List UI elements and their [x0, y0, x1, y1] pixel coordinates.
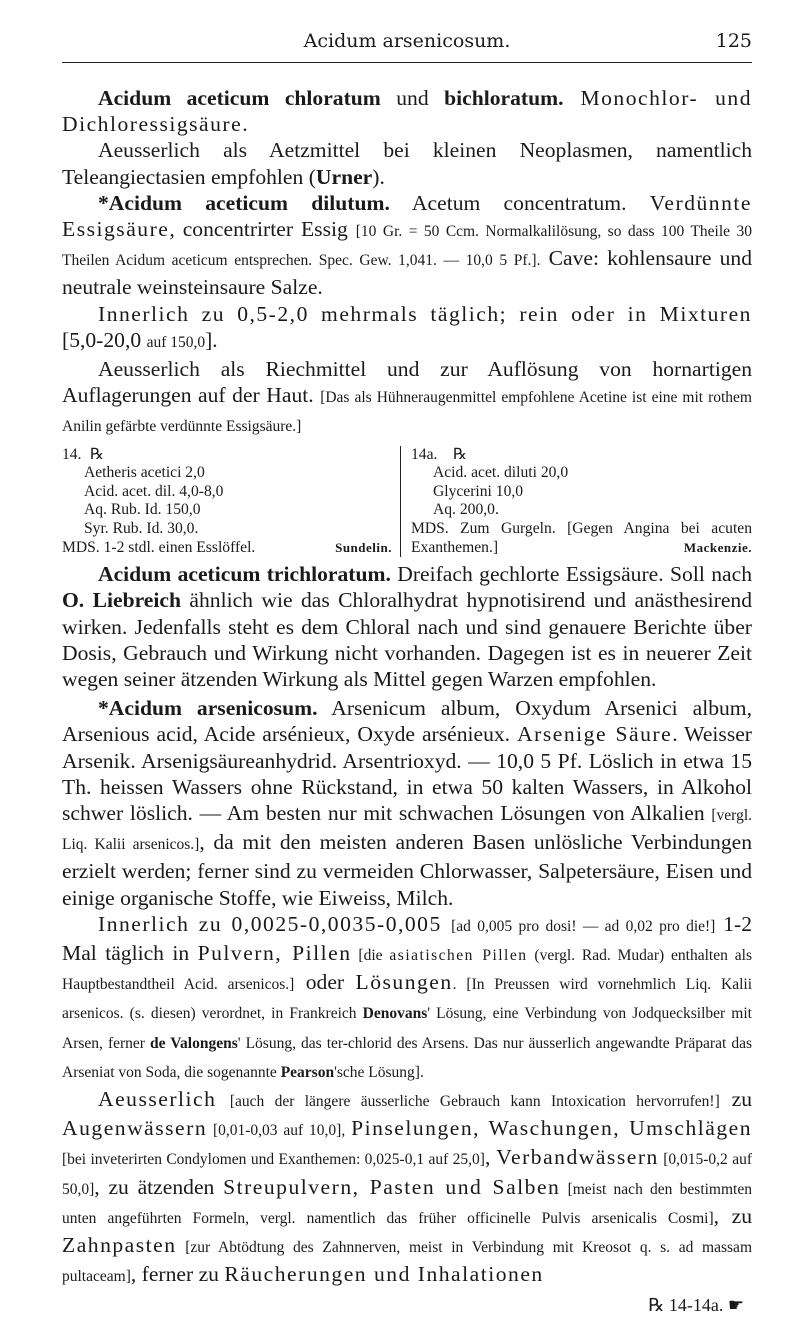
text: Cave: kohlensaure und neutrale weinsteinsaure Salze. [62, 246, 752, 300]
text: ]. [205, 327, 218, 352]
spaced-term: asiatischen Pillen [389, 947, 528, 965]
author-name: de Valongens [149, 1034, 238, 1052]
ingredient: Glycerini 10,0 [433, 482, 524, 500]
bracket-note: (vergl. Rad. Mudar) enthalten als Hauptbestandtheil Acid. arsenicos.] [62, 947, 752, 994]
text: Acetum concentratum. [389, 190, 650, 215]
ingredient: Acid. acet. diluti 20,0 [433, 464, 569, 482]
text: , zu [713, 1203, 752, 1228]
entry-arsenicosum [62, 695, 752, 911]
text: , ferner zu [130, 1262, 225, 1287]
spaced-term: Lösungen [355, 970, 453, 995]
recipe-author: Mackenzie. [683, 539, 752, 555]
recipe-symbol: ℞ [90, 445, 104, 463]
paragraph-external-use [62, 137, 752, 189]
author-name: O. Liebreich [62, 588, 181, 613]
bracket-note: [0,015-0,2 auf 50,0] [62, 1151, 752, 1198]
bracket-note: . [In Preussen wird vornehmlich Liq. Kalii arsenicos. (s. diesen) verordnet, in Frankreich [62, 976, 753, 1023]
recipe-14 [62, 446, 401, 558]
entry-heading: *Acidum aceticum dilutum. [98, 190, 390, 215]
running-title: Acidum arsenicosum. [303, 30, 511, 52]
bracket-note: ' Lösung, eine Verbindung von Jodquecksilber mit Arsen, ferner [62, 1005, 752, 1052]
text: , zu ätzenden [94, 1174, 224, 1199]
recipe-symbol: ℞ [453, 445, 467, 463]
continuation-reference: ℞ 14-14a. ☛ [648, 1295, 744, 1316]
text: Dreifach gechlorte Essigsäure. Soll nach [390, 562, 752, 587]
spaced-term: Pinselungen, Waschungen, Umschlägen [351, 1116, 753, 1141]
entry-heading: *Acidum arsenicosum. [98, 696, 318, 721]
page-number: 125 [715, 30, 752, 52]
spaced-term: Räucherungen und Inhalationen [224, 1262, 544, 1287]
text: oder [294, 970, 356, 995]
text: Aeusserlich als Aetzmittel bei kleinen Neoplasmen, namentlich Teleangiectasien empfohlen ( [62, 138, 752, 189]
bracket-note: ' Lösung, das ter-chlorid des Arsens. Das nur äusserlich angewandte Präparat das Arseniat von Soda, die sogenannte [62, 1034, 752, 1081]
text: , [484, 1145, 497, 1170]
spaced-term: Aeusserlich [98, 1087, 230, 1112]
text: [5,0-20,0 [62, 327, 147, 352]
dosage-text: MDS. 1-2 stdl. einen Esslöffel. [62, 538, 256, 556]
spaced-term: Pulvern, Pillen [197, 941, 352, 966]
spaced-term: Zahnpasten [62, 1233, 177, 1258]
connector-text: und [380, 86, 445, 110]
spaced-term: rein oder in Mixturen [519, 301, 752, 326]
entry-heading-2: bichloratum. [444, 86, 564, 110]
recipe-number: 14a. [411, 445, 438, 463]
ingredient: Syr. Rub. Id. 30,0. [84, 520, 199, 538]
text: Innerlich zu 0,5-2,0 mehrmals täglich; [98, 301, 520, 326]
bracket-note: [10 Gr. = 50 Ccm. Normalkalilösung, so dass 100 Theile 30 Theilen Acidum aceticum entsprechen. Spec. Gew. 1,041. — 10,0 5 Pf.]. [62, 223, 752, 270]
entry-heading: Acidum aceticum trichloratum. [98, 562, 391, 587]
author-name: Pearson [280, 1063, 335, 1081]
text: , da mit den meisten anderen Basen unlösliche Verbindungen erzielt werden; ferner sind zu vermeiden Chlorwasser, Salpetersäure, Eisen und einige organische Stoffe, wie Eiweiss, Milch. [62, 830, 752, 910]
recipe-author: Sundelin. [335, 539, 392, 555]
bracket-note: [die [351, 947, 390, 965]
bracket-note: [zur Abtödtung des Zahnnerven, meist in Verbindung mit Kreosot q. s. ad massam pultaceam] [62, 1239, 752, 1286]
bracket-note: [ad 0,005 pro dosi! — ad 0,02 pro die!] [451, 917, 716, 935]
bracket-note: 'sche Lösung]. [334, 1063, 424, 1081]
author-name: Denovans [362, 1005, 428, 1023]
bracket-note: auf 150,0 [146, 333, 206, 351]
text: ). [372, 164, 385, 189]
paragraph-external-use [62, 356, 752, 441]
text: 1-2 Mal täglich in [62, 911, 752, 966]
dosage-text: MDS. Zum Gurgeln. [Gegen Angina bei acuten Exanthemen.] [411, 520, 752, 556]
recipe-number: 14. [62, 445, 82, 463]
text: . Weisser Arsenik. Arsenigsäureanhydrid. Arsentrioxyd. — 10,0 5 Pf. Löslich in etwa 15 Th. heissen Wassers ohne Rückstand, in etwa 50 kalten Wassers, in Alkohol schwer löslich. — Am besten nur mit schwachen Lösungen von Alkalien [62, 722, 753, 826]
entry-heading: Acidum aceticum chloratum [98, 86, 381, 110]
recipe-14a [401, 446, 752, 558]
spaced-term: Verdünnte Essigsäure [62, 190, 752, 242]
entry-trichloratum [62, 561, 752, 692]
article-body [62, 85, 752, 1319]
bracket-note: [bei inveterirten Condylomen und Exanthemen: 0,025-0,1 auf 25,0] [62, 1151, 485, 1169]
bracket-note: [0,01-0,03 auf 10,0], [207, 1122, 352, 1140]
ingredient: Acid. acet. dil. 4,0-8,0 [84, 482, 224, 500]
page [62, 0, 752, 1319]
entry-dilutum [62, 190, 752, 301]
text: Arsenicum album, Oxydum Arsenici album, Arsenious acid, Acide arsénieux, Oxyde arsénieux. [62, 696, 752, 747]
paragraph-internal-use [62, 911, 752, 1086]
text: zu [719, 1087, 752, 1112]
entry-chloratum [62, 85, 752, 137]
running-header [62, 0, 752, 63]
text: Innerlich zu 0,0025-0,0035-0,005 [98, 911, 452, 936]
author-name: Urner [315, 164, 373, 189]
synonym-text: Monochlor- und Dichloressigsäure. [62, 86, 753, 137]
spaced-term: Streupulvern, Pasten und Salben [223, 1174, 561, 1199]
recipe-instructions [62, 539, 392, 558]
text: Aeusserlich als Riechmittel und zur Auflösung von hornartigen Auflagerungen auf der Haut. [62, 357, 752, 408]
spaced-term: Augenwässern [62, 1116, 208, 1141]
bracket-note: [meist nach den bestimmten unten angeführten Formeln, vergl. namentlich das früher officinelle Pulvis arsenicalis Cosmi] [62, 1180, 752, 1227]
recipe-block [62, 446, 752, 558]
bracket-note: [Das als Hühneraugenmittel empfohlene Acetine ist eine mit rothem Anilin gefärbte verdünnte Essigsäure.] [62, 389, 752, 436]
paragraph-external-use [62, 1086, 752, 1290]
bracket-note: [auch der längere äusserliche Gebrauch kann Intoxication hervorrufen!] [229, 1093, 720, 1111]
ingredient: Aetheris acetici 2,0 [84, 464, 205, 482]
paragraph-internal-use [62, 301, 752, 356]
bracket-note: [vergl. Liq. Kalii arsenicos.] [62, 807, 752, 854]
text: ähnlich wie das Chloralhydrat hypnotisirend und anästhesirend wirken. Jedenfalls steht es dem Chloral nach und sind genauere Berichte über Dosis, Gebrauch und Wirkung nicht vorhanden. Dagegen ist es in neuerer Zeit wegen seiner ätzenden Wirkung als Mittel gegen Warzen empfohlen. [62, 588, 752, 692]
spaced-term: Arsenige Säure [517, 722, 673, 747]
ingredient: Aq. 200,0. [433, 501, 499, 519]
ingredient: Aq. Rub. Id. 150,0 [84, 501, 201, 519]
text: , concentrirter Essig [169, 217, 356, 242]
recipe-instructions [411, 520, 752, 557]
spaced-term: Verbandwässern [496, 1145, 659, 1170]
